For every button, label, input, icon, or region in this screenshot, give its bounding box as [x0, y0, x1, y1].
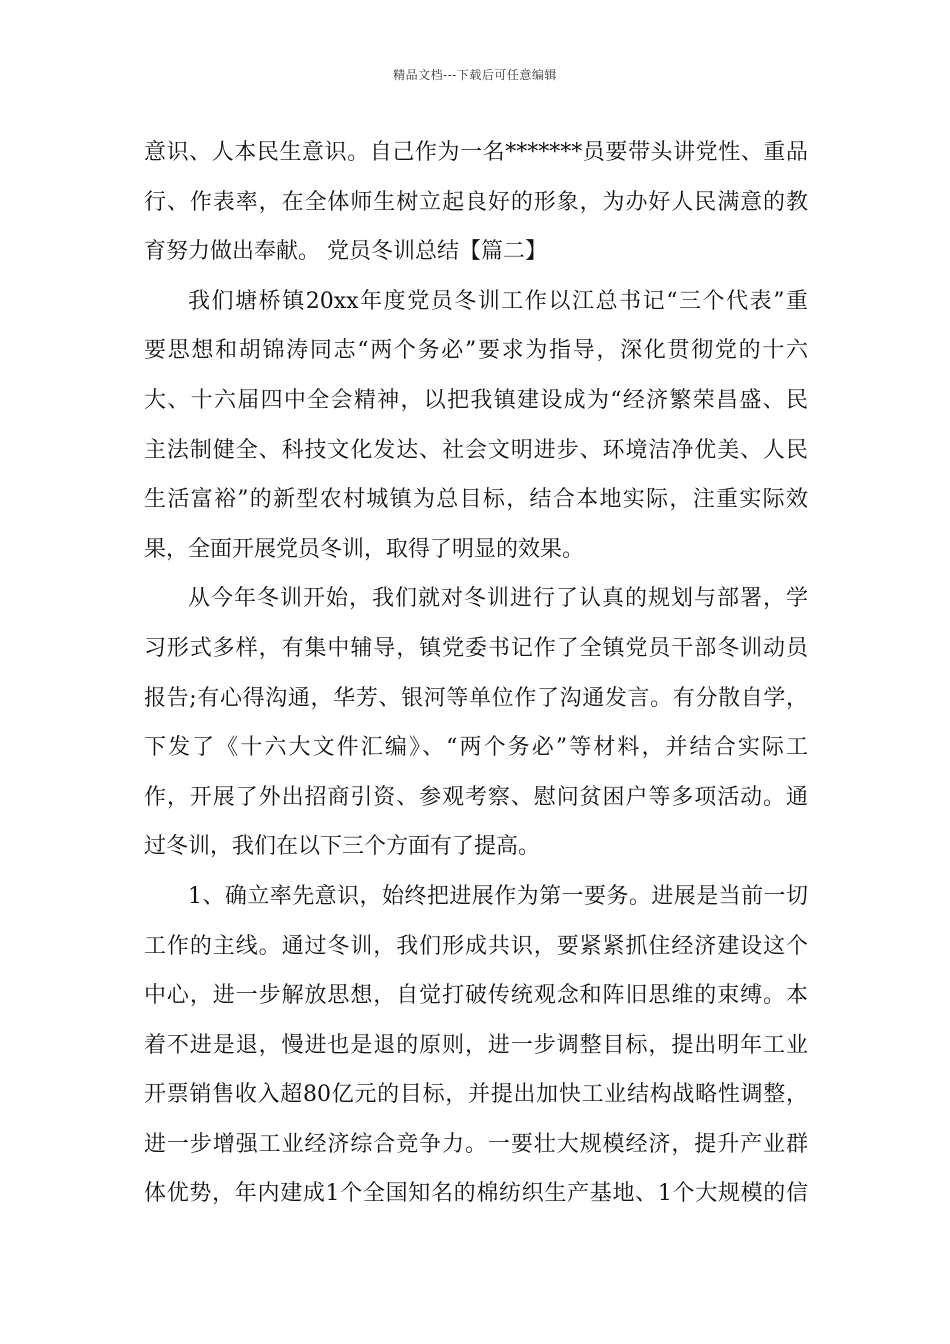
text-line: 着不进是退，慢进也是退的原则，进一步调整目标，提出明年工业 — [144, 1032, 808, 1058]
text-line: 开票销售收入超80亿元的目标，并提出加快工业结构战略性调整， — [144, 1082, 808, 1108]
paragraph-start-line: 1、确立率先意识，始终把进展作为第一要务。进展是当前一切 — [188, 883, 808, 909]
text-line: 中心，进一步解放思想，自觉打破传统观念和阵旧思维的束缚。本 — [144, 983, 808, 1009]
text-line: 体优势，年内建成1个全国知名的棉纺织生产基地、1个大规模的信 — [144, 1181, 808, 1207]
text-line: 进一步增强工业经济综合竞争力。一要壮大规模经济，提升产业群 — [144, 1131, 808, 1157]
paragraph-start-line: 我们塘桥镇20xx年度党员冬训工作以江总书记“三个代表”重 — [188, 288, 808, 314]
paragraph-end-line: 果，全面开展党员冬训，取得了明显的效果。 — [144, 536, 585, 562]
document-body — [144, 128, 808, 1219]
paragraph-end-line: 过冬训，我们在以下三个方面有了提高。 — [144, 834, 541, 860]
text-line: 生活富裕”的新型农村城镇为总目标，结合本地实际，注重实际效 — [144, 487, 808, 513]
text-line: 行、作表率，在全体师生树立起良好的形象，为办好人民满意的教 — [144, 189, 808, 215]
text-line: 要思想和胡锦涛同志“两个务必”要求为指导，深化贯彻党的十六 — [144, 338, 808, 364]
text-line: 下发了《十六大文件汇编》、“两个务必”等材料，并结合实际工 — [144, 735, 808, 761]
paragraph-start-line: 从今年冬训开始，我们就对冬训进行了认真的规划与部署，学 — [188, 586, 808, 612]
text-line: 作，开展了外出招商引资、参观考察、慰问贫困户等多项活动。通 — [144, 784, 808, 810]
text-line: 习形式多样，有集中辅导，镇党委书记作了全镇党员干部冬训动员 — [144, 635, 808, 661]
text-line: 主法制健全、科技文化发达、社会文明进步、环境洁净优美、人民 — [144, 437, 808, 463]
text-line: 大、十六届四中全会精神，以把我镇建设成为“经济繁荣昌盛、民 — [144, 387, 808, 413]
text-line: 意识、人本民生意识。自己作为一名*******员要带头讲党性、重品 — [144, 140, 808, 165]
section-heading-line: 育努力做出奉献。 党员冬训总结【篇二】 — [144, 239, 547, 265]
page-header: 精品文档---下载后可任意编辑 — [393, 68, 557, 82]
text-line: 工作的主线。通过冬训，我们形成共识，要紧紧抓住经济建设这个 — [144, 933, 808, 959]
text-line: 报告;有心得沟通，华芳、银河等单位作了沟通发言。有分散自学， — [144, 685, 808, 711]
